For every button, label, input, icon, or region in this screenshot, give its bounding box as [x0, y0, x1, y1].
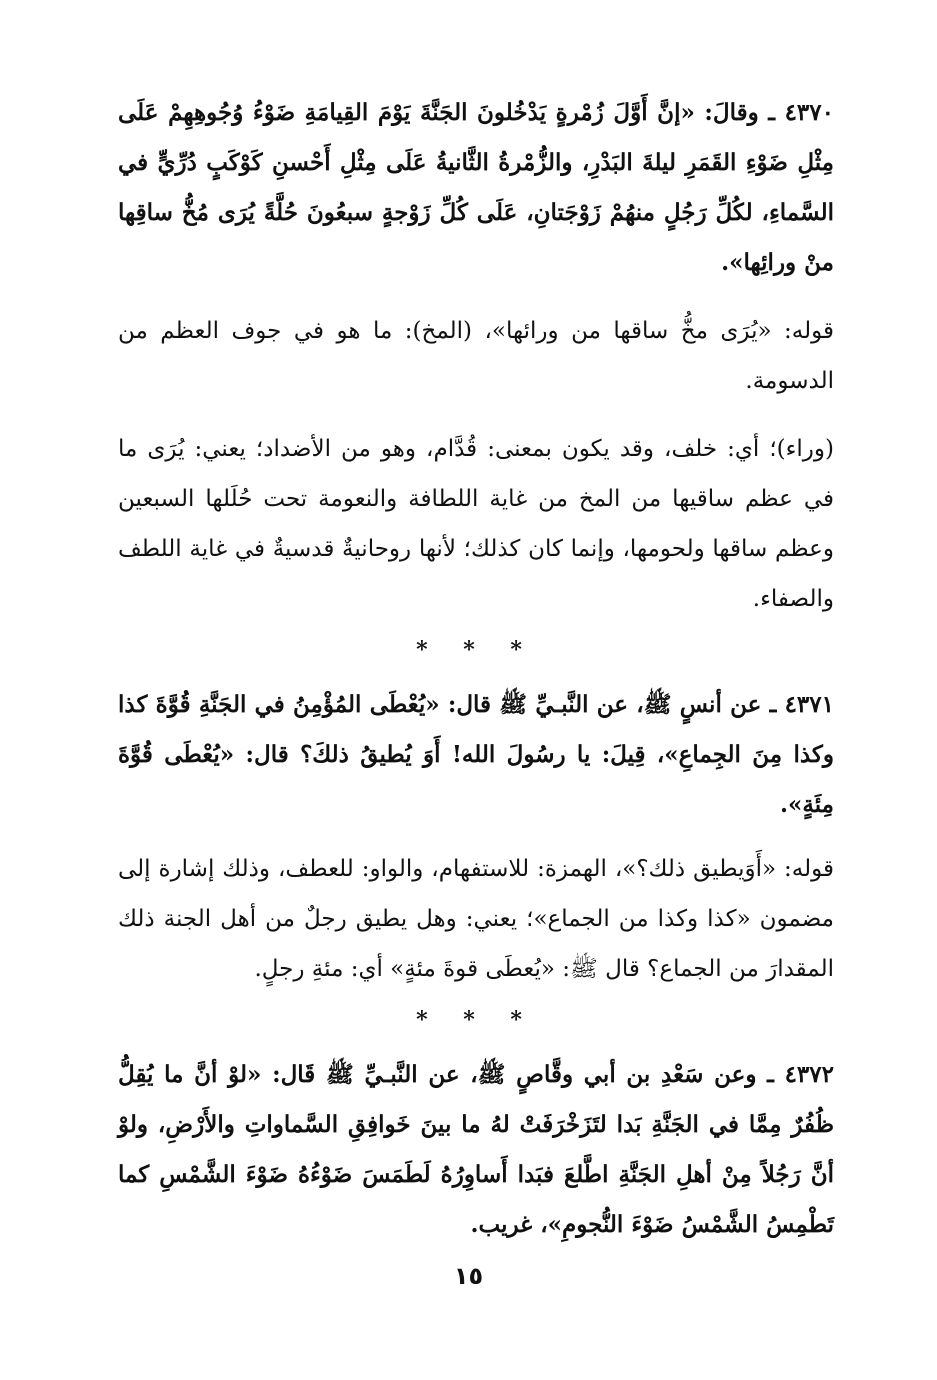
- hadith-4371: ٤٣٧١ ـ عن أنسٍ ﷺ، عن النَّبـيِّ ﷺ قال: «يُعْطَى المُؤْمِنُ في الجَنَّةِ قُوَّةَ كذا وكذا مِنَ الجِماعِ»، قِيلَ: يا رسُولَ الله! أَوَ يُطيقُ ذلكَ؟ قال: «يُعْطَى قُوَّةَ مِئَةٍ».: [118, 691, 834, 818]
- spacer: [118, 406, 834, 424]
- commentary-4370-behind: (وراء)؛ أي: خلف، وقد يكون بمعنى: قُدَّام، وهو من الأضداد؛ يعني: يُرَى ما في عظم ساقيها من المخ من غاية اللطافة والنعومة تحت حُلَلها السبعين وعظم ساقها ولحومها، وإنما كان كذلك؛ لأنها روحانيةٌ قدسيةٌ في غاية اللطف والصفاء.: [118, 436, 834, 612]
- commentary-4370-marrow: قوله: «يُرَى مخُّ ساقها من ورائها»، (المخ): ما هو في جوف العظم من الدسومة.: [118, 318, 834, 394]
- section-separator: * * *: [416, 1007, 536, 1033]
- hadith-4372: ٤٣٧٢ ـ وعن سَعْدِ بن أبي وقَّاصٍ ﷺ، عن النَّبـيِّ ﷺ قَال: «لوْ أنَّ ما يُقِلُّ ظُفُرٌ مِمَّا في الجَنَّةِ بَدا لتَزَخْرَفَتْ لهُ ما بينَ خَوافِقِ السَّماواتِ والأَرْضِ، ولوْ أنَّ رَجُلاً مِنْ أهلِ الجَنَّةِ اطَّلعَ فبَدا أَساوِرُهُ لَطَمَسَ ضَوْءُهُ ضَوْءَ الشَّمْسِ كما تَطْمِسُ الشَّمْسُ ضَوْءَ النُّجومِ»، غريب.: [118, 1061, 834, 1238]
- commentary-4371: قوله: «أَوَيطيق ذلك؟»، الهمزة: للاستفهام، والواو: للعطف، وذلك إشارة إلى مضمون «كذا وكذا من الجماع»؛ يعني: وهل يطيق رجلٌ من أهل الجنة ذلك المقدارَ من الجماع؟ قال ﷺ: «يُعطَى قوةَ مئةٍ» أي: مئةِ رجلٍ.: [118, 856, 834, 982]
- spacer: [118, 830, 834, 844]
- page-number: ١٥: [453, 1262, 484, 1290]
- section-separator: * * *: [416, 637, 536, 663]
- hadith-4370: ٤٣٧٠ ـ وقالَ: «إنَّ أَوَّلَ زُمْرةٍ يَدْخُلونَ الجَنَّةَ يَوْمَ القِيامَةِ ضَوْءُ وُجُوهِهِمْ عَلَى مِثْلِ ضَوْءِ القَمَرِ ليلةَ البَدْرِ، والزُّمْرةُ الثَّانيةُ عَلَى مِثْلِ أَحْسنِ كَوْكَبٍ دُرِّيٍّ في السَّماءِ، لكُلِّ رَجُلٍ منهُمْ زَوْجَتانِ، عَلَى كُلِّ زَوْجةٍ سبعُونَ حُلَّةً يُرَى مُخُّ ساقِها منْ ورائِها».: [118, 99, 834, 276]
- spacer: [118, 288, 834, 306]
- page-body: [118, 88, 834, 1250]
